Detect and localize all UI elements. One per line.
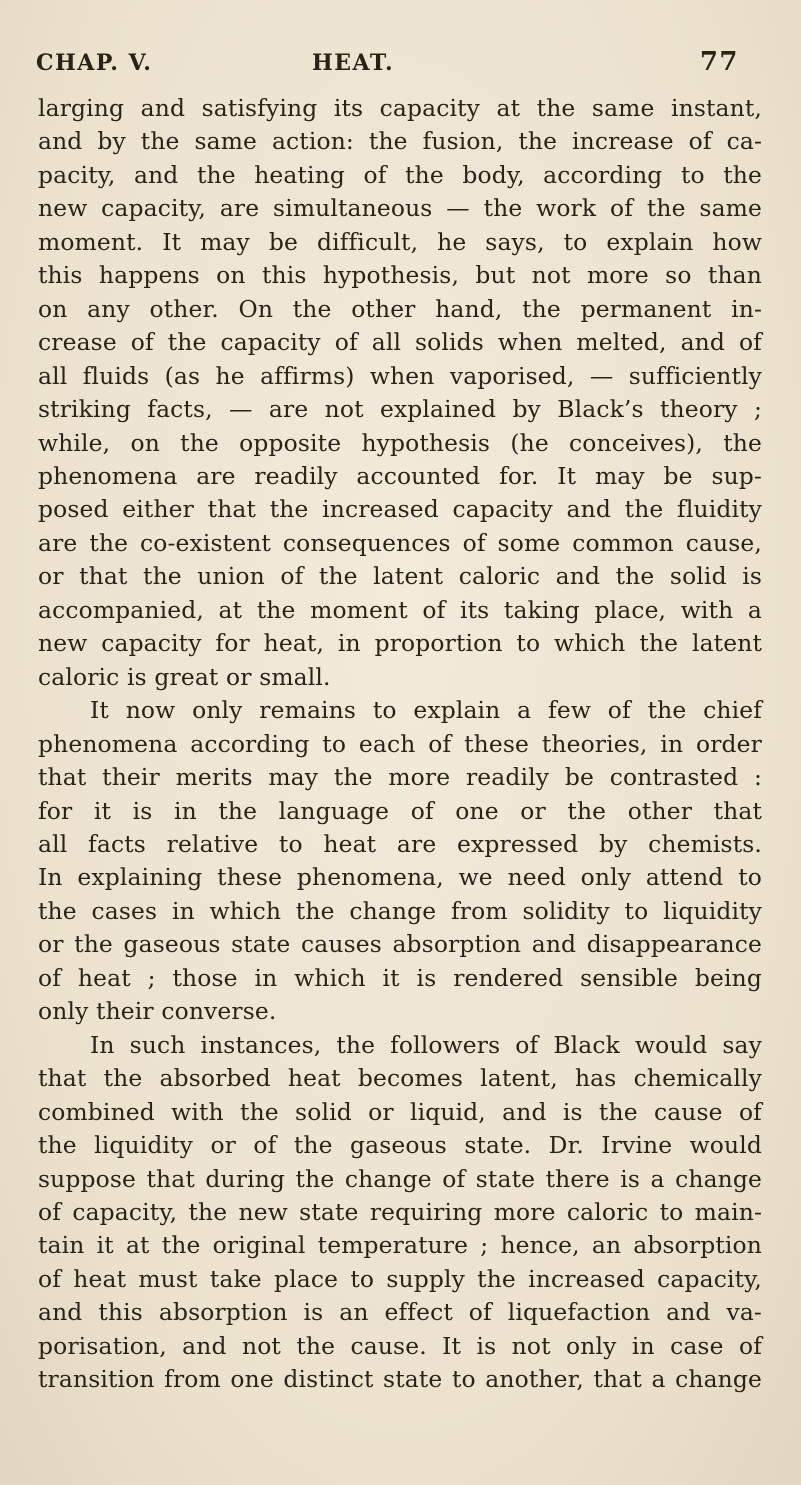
text-line: transition from one distinct state to another, that a change (38, 1365, 762, 1394)
text-line: crease of the capacity of all solids when melted, and of (38, 328, 762, 357)
text-line: accompanied, at the moment of its taking place, with a (38, 595, 762, 624)
text-line: posed either that the increased capacity and the fluidity (38, 495, 762, 524)
text-line: of heat ; those in which it is rendered sensible being (38, 963, 762, 992)
text-line: combined with the solid or liquid, and is the cause of (38, 1097, 762, 1126)
text-line: while, on the opposite hypothesis (he conceives), the (38, 428, 762, 457)
text-line: It now only remains to explain a few of the chief (90, 696, 762, 725)
running-head (36, 47, 739, 90)
text-line: porisation, and not the cause. It is not only in case of (38, 1331, 762, 1360)
text-line: larging and satisfying its capacity at the same instant, (38, 94, 762, 122)
text-line: In explaining these phenomena, we need only attend to (38, 863, 762, 892)
text-line: tain it at the original temperature ; hence, an absorption (38, 1231, 762, 1260)
text-line: for it is in the language of one or the other that (38, 796, 762, 825)
text-line: striking facts, — are not explained by Black’s theory ; (38, 395, 762, 424)
text-line: that the absorbed heat becomes latent, has chemically (38, 1064, 762, 1093)
chapter-label: CHAP. V. (36, 50, 153, 76)
text-line: moment. It may be difficult, he says, to explain how (38, 227, 762, 256)
text-line: of heat must take place to supply the increased capacity, (38, 1264, 762, 1293)
text-line: phenomena according to each of these theories, in order (38, 729, 762, 758)
text-line: this happens on this hypothesis, but not more so than (38, 261, 762, 290)
text-line: In such instances, the followers of Black would say (90, 1030, 762, 1059)
body-text (38, 92, 762, 1397)
text-line: are the co-existent consequences of some common cause, (38, 528, 762, 557)
text-line: or that the union of the latent caloric and the solid is (38, 562, 762, 591)
text-line: caloric is great or small. (38, 662, 331, 691)
page-number: 77 (699, 47, 739, 77)
section-title: HEAT. (312, 50, 395, 76)
text-line: all fluids (as he affirms) when vaporised, — sufficiently (38, 361, 762, 390)
text-line: and this absorption is an effect of liquefaction and va- (38, 1298, 762, 1327)
text-line: the cases in which the change from solidity to liquidity (38, 896, 762, 925)
text-line: pacity, and the heating of the body, according to the (38, 160, 762, 189)
text-line: all facts relative to heat are expressed by chemists. (38, 829, 762, 858)
text-line: new capacity, are simultaneous — the work of the same (38, 194, 762, 223)
text-line: the liquidity or of the gaseous state. Dr. Irvine would (38, 1131, 762, 1160)
text-line: only their converse. (38, 997, 277, 1026)
text-line: suppose that during the change of state there is a change (38, 1164, 762, 1193)
text-line: phenomena are readily accounted for. It may be sup- (38, 461, 762, 490)
text-line: or the gaseous state causes absorption and disappearance (38, 930, 762, 959)
text-line: of capacity, the new state requiring more caloric to main- (38, 1197, 762, 1226)
text-line: on any other. On the other hand, the permanent in- (38, 294, 762, 323)
text-line: new capacity for heat, in proportion to which the latent (38, 629, 762, 658)
text-line: that their merits may the more readily be contrasted : (38, 763, 762, 792)
text-line: and by the same action: the fusion, the increase of ca- (38, 127, 762, 156)
